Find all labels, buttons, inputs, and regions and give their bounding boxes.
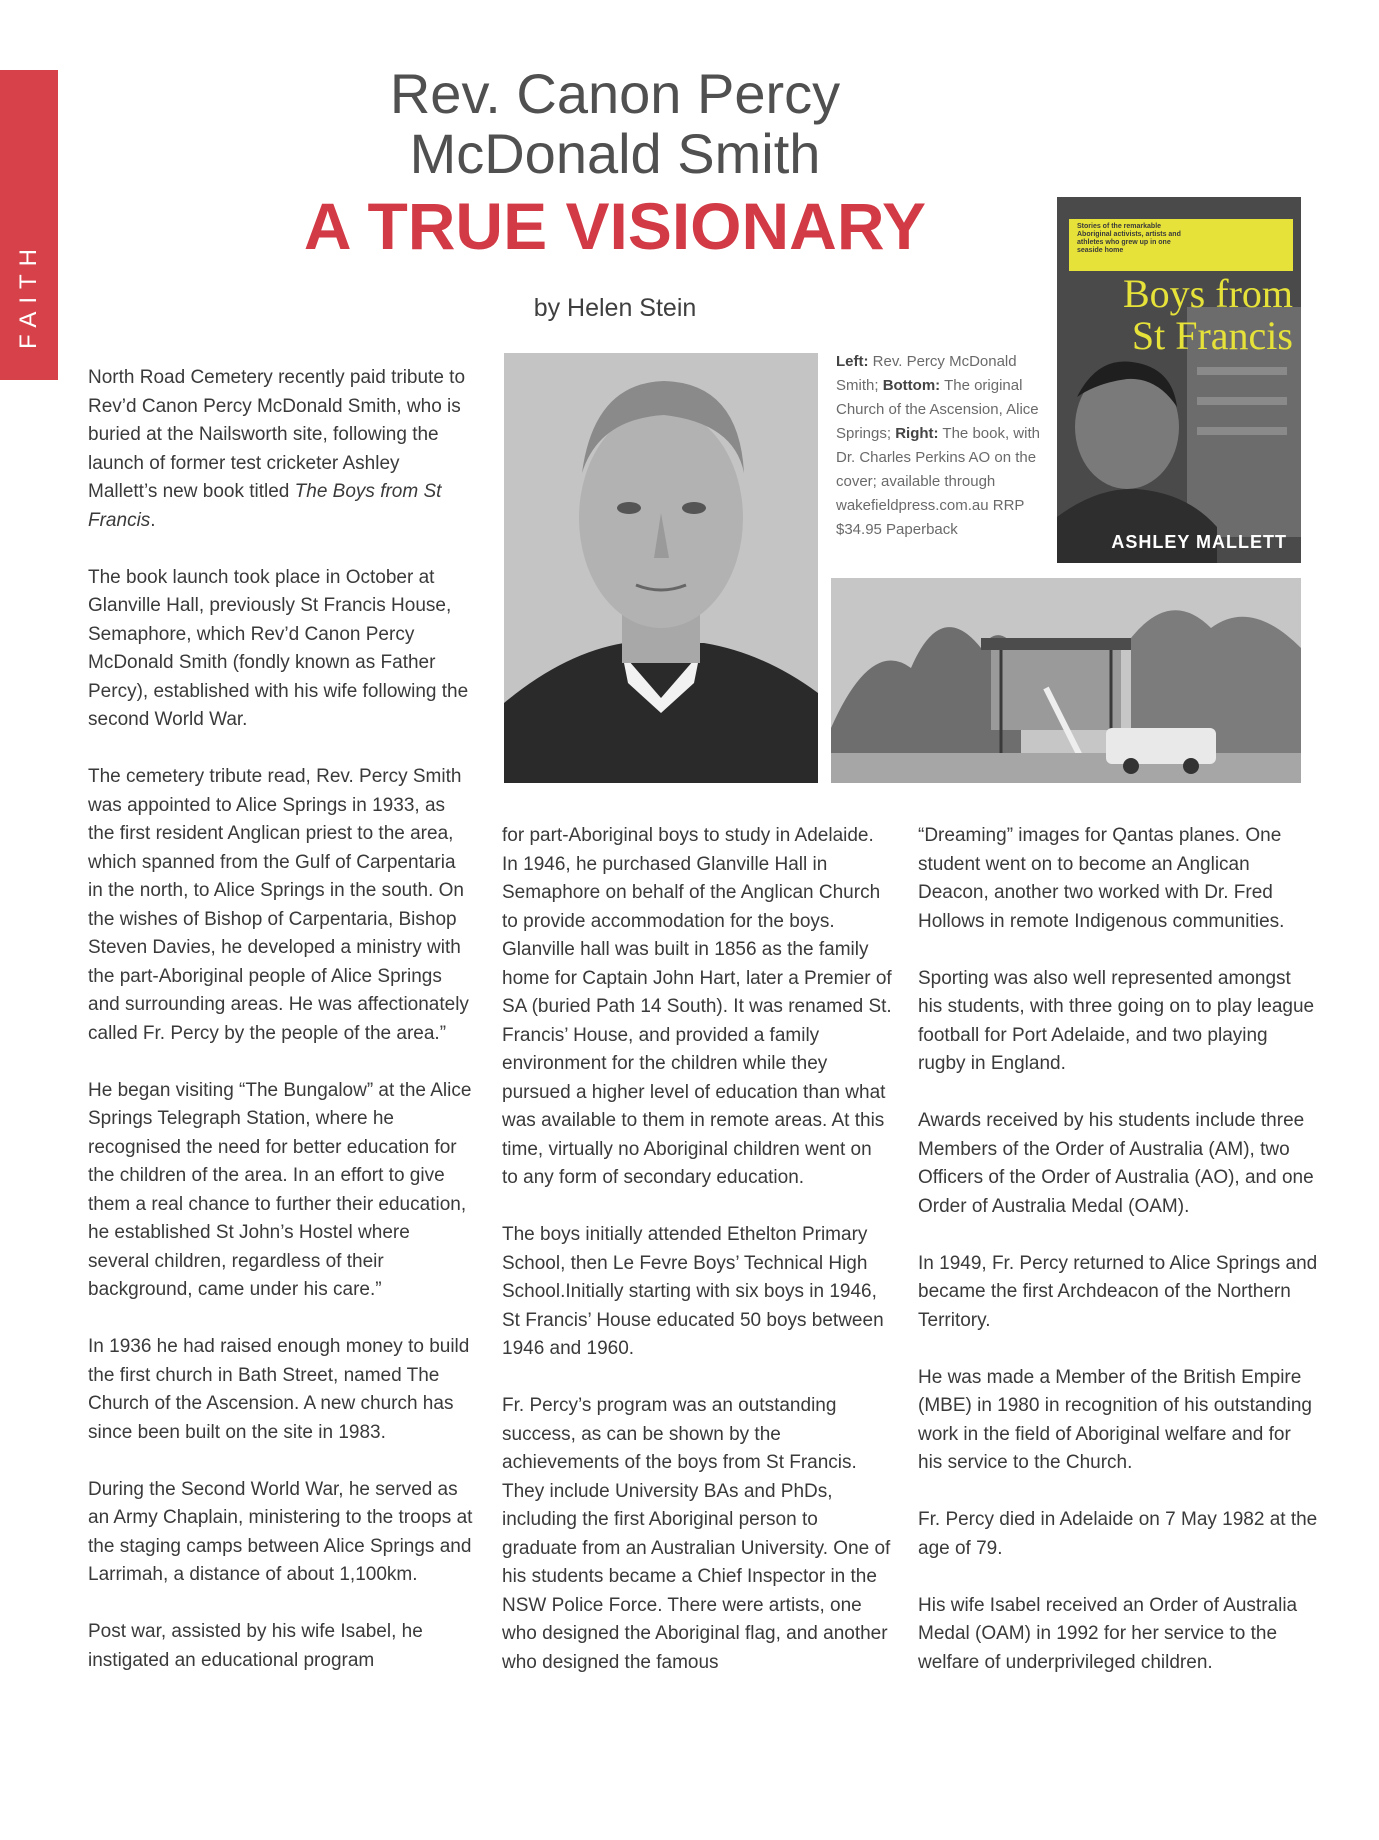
paragraph: Fr. Percy’s program was an outstanding success, as can be shown by the achievements of the boys from St Francis. They include University BAs and PhDs, including the first Aboriginal person to graduate from an Australian University. One of his students became a Chief Inspector in the NSW Police Force. There were artists, one who designed the Aboriginal flag, and another who designed the famous (502, 1395, 891, 1673)
paragraph: He began visiting “The Bungalow” at the Alice Springs Telegraph Station, where he recognised the need for better education for the children of the area. In an effort to give them a real chance to further their education, he established St John’s Hostel where several children, regardless of their background, came under his care.” (88, 1079, 472, 1300)
book-cover (1057, 197, 1301, 563)
book-cover-title (1063, 231, 1293, 357)
paragraph: During the Second World War, he served as an Army Chaplain, ministering to the troops at the staging camps between Alice Springs and Larrimah, a distance of about 1,100km. (88, 1478, 473, 1585)
photo-caption (836, 350, 1044, 542)
paragraph: Sporting was also well represented amongst his students, with three going on to play league football for Port Adelaide, and two playing rugby in England. (918, 967, 1315, 1074)
paragraph-text: North Road Cemetery recently paid tribute to Rev’d Canon Percy McDonald Smith, who is buried at the Nailsworth site, following the launch of former test cricketer Ashley Mallett’s new book titled (88, 367, 466, 502)
byline: by Helen Stein (533, 294, 697, 322)
paragraph: The cemetery tribute read, Rev. Percy Smith was appointed to Alice Springs in 1933, as the first resident Anglican priest to the area, which spanned from the Gulf of Carpentaria in the north, to Alice Springs in the south. On the wishes of Bishop of Carpentaria, Bishop Steven Davies, he developed a ministry with the part-Aboriginal people of Alice Springs and surrounding areas. He was affectionately called Fr. Percy by the people of the area.” (88, 766, 469, 1044)
priest-portrait-photo (504, 353, 818, 783)
title-line-1: Rev. Canon Percy (389, 62, 841, 125)
section-tab-label: FAITH (15, 240, 42, 350)
caption-bottom-label: Bottom: (882, 377, 941, 394)
title-tagline: A TRUE VISIONARY (303, 189, 927, 263)
paragraph: for part-Aboriginal boys to study in Adelaide. In 1946, he purchased Glanville Hall in Semaphore on behalf of the Anglican Church to provide accommodation for the boys. Glanville hall was built in 1856 as the family home for Captain John Hart, later a Premier of SA (buried Path 14 South). It was renamed St. Francis’ House, and provided a family environment for the children while they pursued a higher level of education than what was available to them in remote areas. At this time, virtually no Aboriginal children went on to any form of secondary education. (502, 825, 892, 1188)
book-cover-author: ASHLEY MALLETT (1111, 532, 1287, 552)
paragraph: His wife Isabel received an Order of Australia Medal (OAM) in 1992 for her service to the welfare of underprivileged children. (918, 1594, 1298, 1673)
paragraph: Awards received by his students include three Members of the Order of Australia (AM), two Officers of the Order of Australia (AO), and one Order of Australia Medal (OAM). (918, 1110, 1314, 1217)
article-column-2 (502, 822, 892, 1706)
caption-left-label: Left: (836, 353, 869, 370)
priest-portrait-illustration (504, 353, 818, 783)
caption-bottom-text: The original Church of the Ascension, Alice Springs; (836, 377, 1039, 442)
church-photo (831, 578, 1301, 783)
church-photo-illustration (831, 578, 1301, 783)
paragraph: In 1936 he had raised enough money to build the first church in Bath Street, named The Church of the Ascension. A new church has since been built on the site in 1983. (88, 1336, 470, 1443)
book-cover-title-line-3: St Francis (1131, 313, 1293, 358)
title-line-2: McDonald Smith (409, 122, 821, 185)
book-cover-title-line-2: Boys from (1123, 271, 1293, 316)
paragraph (88, 364, 473, 535)
caption-left-text: Rev. Percy McDonald Smith; (836, 353, 1017, 394)
paragraph: Post war, assisted by his wife Isabel, he instigated an educational program (88, 1621, 423, 1671)
paragraph: The boys initially attended Ethelton Primary School, then Le Fevre Boys’ Technical High School.Initially starting with six boys in 1946, St Francis’ House educated 50 boys between 1946 and 1960. (502, 1224, 884, 1359)
book-cover-title-line-1: The (1230, 229, 1293, 274)
article-column-3 (918, 822, 1318, 1706)
caption-right-label: Right: (895, 425, 939, 442)
paragraph: “Dreaming” images for Qantas planes. One student went on to become an Anglican Deacon, another two worked with Dr. Fred Hollows in remote Indigenous communities. (918, 825, 1285, 932)
paragraph: He was made a Member of the British Empire (MBE) in 1980 in recognition of his outstanding work in the field of Aboriginal welfare and for his service to the Church. (918, 1366, 1312, 1473)
paragraph-text: . (150, 509, 156, 531)
caption-right-text: The book, with Dr. Charles Perkins AO on the cover; available through wakefieldpress.com.au RRP $34.95 Paperback (836, 425, 1040, 538)
book-cover-blurb: Stories of the remarkable Aboriginal activists, artists and athletes who grew up in one seaside home (1077, 223, 1181, 254)
paragraph: The book launch took place in October at Glanville Hall, previously St Francis House, Semaphore, which Rev’d Canon Percy McDonald Smith (fondly known as Father Percy), established with his wife following the second World War. (88, 566, 469, 730)
paragraph: In 1949, Fr. Percy returned to Alice Springs and became the first Archdeacon of the Northern Territory. (918, 1252, 1318, 1331)
article-column-1 (88, 364, 473, 1704)
paragraph: Fr. Percy died in Adelaide on 7 May 1982 at the age of 79. (918, 1509, 1318, 1559)
book-title-italic: The Boys from St Francis (88, 481, 442, 531)
section-tab (0, 70, 58, 380)
